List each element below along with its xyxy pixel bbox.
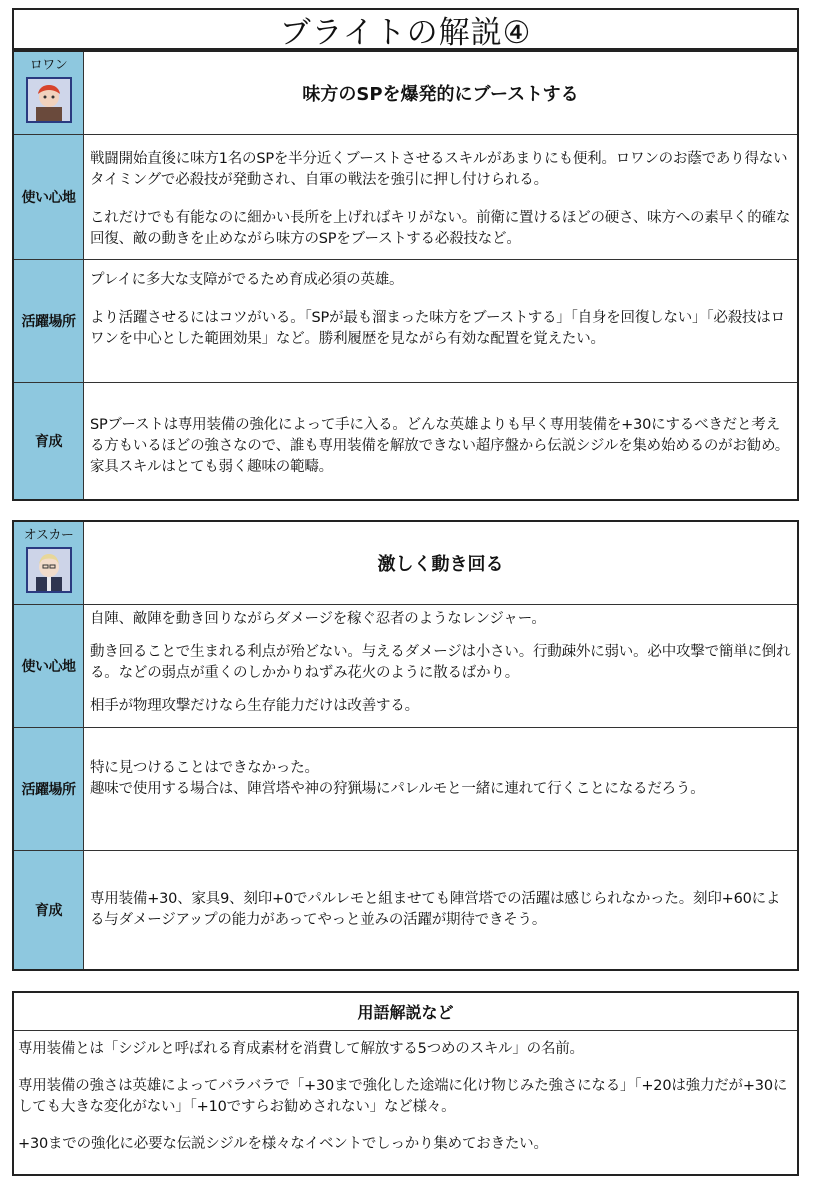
paragraph: 動き回ることで生まれる利点が殆どない。与えるダメージは小さい。行動疎外に弱い。必中攻撃で簡単に倒れる。などの弱点が重くのしかかりねずみ花火のように散るばかり。 xyxy=(90,644,791,681)
hero-card-oscar xyxy=(12,520,799,971)
row-label: 使い心地 xyxy=(14,135,84,259)
row-label: 使い心地 xyxy=(14,605,84,727)
oscar-portrait-icon xyxy=(26,547,72,593)
row-usability xyxy=(14,605,797,728)
row-label: 活躍場所 xyxy=(14,260,84,382)
hero-headline: 激しく動き回る xyxy=(377,554,504,575)
hero-header-row xyxy=(14,52,797,135)
row-body xyxy=(84,605,797,727)
hero-header-row xyxy=(14,522,797,605)
hero-name-cell xyxy=(14,522,84,604)
row-body xyxy=(84,728,797,850)
row-label: 育成 xyxy=(14,851,84,969)
row-active-place xyxy=(14,728,797,851)
row-active-place xyxy=(14,260,797,383)
paragraph: 相手が物理攻撃だけなら生存能力だけは改善する。 xyxy=(90,698,419,714)
row-body xyxy=(84,851,797,969)
row-body xyxy=(84,135,797,259)
paragraph: これだけでも有能なのに細かい長所を上げればキリがない。前衛に置けるほどの硬さ、味方への素早く的確な回復、敵の動きを止めながら味方のSPをブーストする必殺技など。 xyxy=(90,210,791,247)
row-training xyxy=(14,851,797,969)
paragraph: 専用装備の強さは英雄によってバラバラで「+30まで強化した途端に化け物じみた強さになる」「+20は強力だが+30にしても大きな変化がない」「+10ですらお勧めされない」など様々。 xyxy=(18,1078,788,1115)
row-body xyxy=(84,383,797,499)
paragraph: 趣味で使用する場合は、陣営塔や神の狩猟場にパレルモと一緒に連れて行くことになるだろう。 xyxy=(90,781,705,797)
paragraph: より活躍させるにはコツがいる。「SPが最も溜まった味方をブーストする」「自身を回復しない」「必殺技はロワンを中心とした範囲効果」など。勝利履歴を見ながら有効な配置を覚えたい。 xyxy=(90,310,785,347)
hero-name: ロワン xyxy=(29,58,68,73)
row-training xyxy=(14,383,797,499)
page-title: ブライトの解説④ xyxy=(12,8,799,50)
row-label: 活躍場所 xyxy=(14,728,84,850)
paragraph: 専用装備+30、家具9、刻印+0でパルレモと組ませても陣営塔での活躍は感じられなかった。刻印+60による与ダメージアップの能力があってやっと並みの活躍が期待できそう。 xyxy=(90,891,781,928)
paragraph: SPブーストは専用装備の強化によって手に入る。どんな英雄よりも早く専用装備を+30にするべきだと考える方もいるほどの強さなので、誰も専用装備を解放できない超序盤から伝説シジルを集め始めるのがお勧め。家具スキルはとても弱く趣味の範疇。 xyxy=(90,417,790,475)
row-body xyxy=(84,260,797,382)
glossary-body xyxy=(14,1031,797,1155)
hero-headline: 味方のSPを爆発的にブーストする xyxy=(302,84,579,105)
paragraph: 特に見つけることはできなかった。 xyxy=(90,760,319,776)
hero-name-cell xyxy=(14,52,84,134)
paragraph: +30までの強化に必要な伝説シジルを様々なイベントでしっかり集めておきたい。 xyxy=(18,1136,548,1152)
paragraph: プレイに多大な支障がでるため育成必須の英雄。 xyxy=(90,272,404,288)
row-usability xyxy=(14,135,797,260)
paragraph: 戦闘開始直後に味方1名のSPを半分近くブーストさせるスキルがあまりにも便利。ロワンのお蔭であり得ないタイミングで必殺技が発動され、自軍の戦法を強引に押し付けられる。 xyxy=(90,151,788,188)
glossary-title: 用語解説など xyxy=(14,993,797,1031)
paragraph: 自陣、敵陣を動き回りながらダメージを稼ぐ忍者のようなレンジャー。 xyxy=(90,611,546,627)
hero-card-rowan xyxy=(12,50,799,501)
rowan-portrait-icon xyxy=(26,77,72,123)
hero-name: オスカー xyxy=(23,528,74,543)
paragraph: 専用装備とは「シジルと呼ばれる育成素材を消費して解放する5つめのスキル」の名前。 xyxy=(18,1041,584,1057)
row-label: 育成 xyxy=(14,383,84,499)
glossary-box xyxy=(12,991,799,1176)
